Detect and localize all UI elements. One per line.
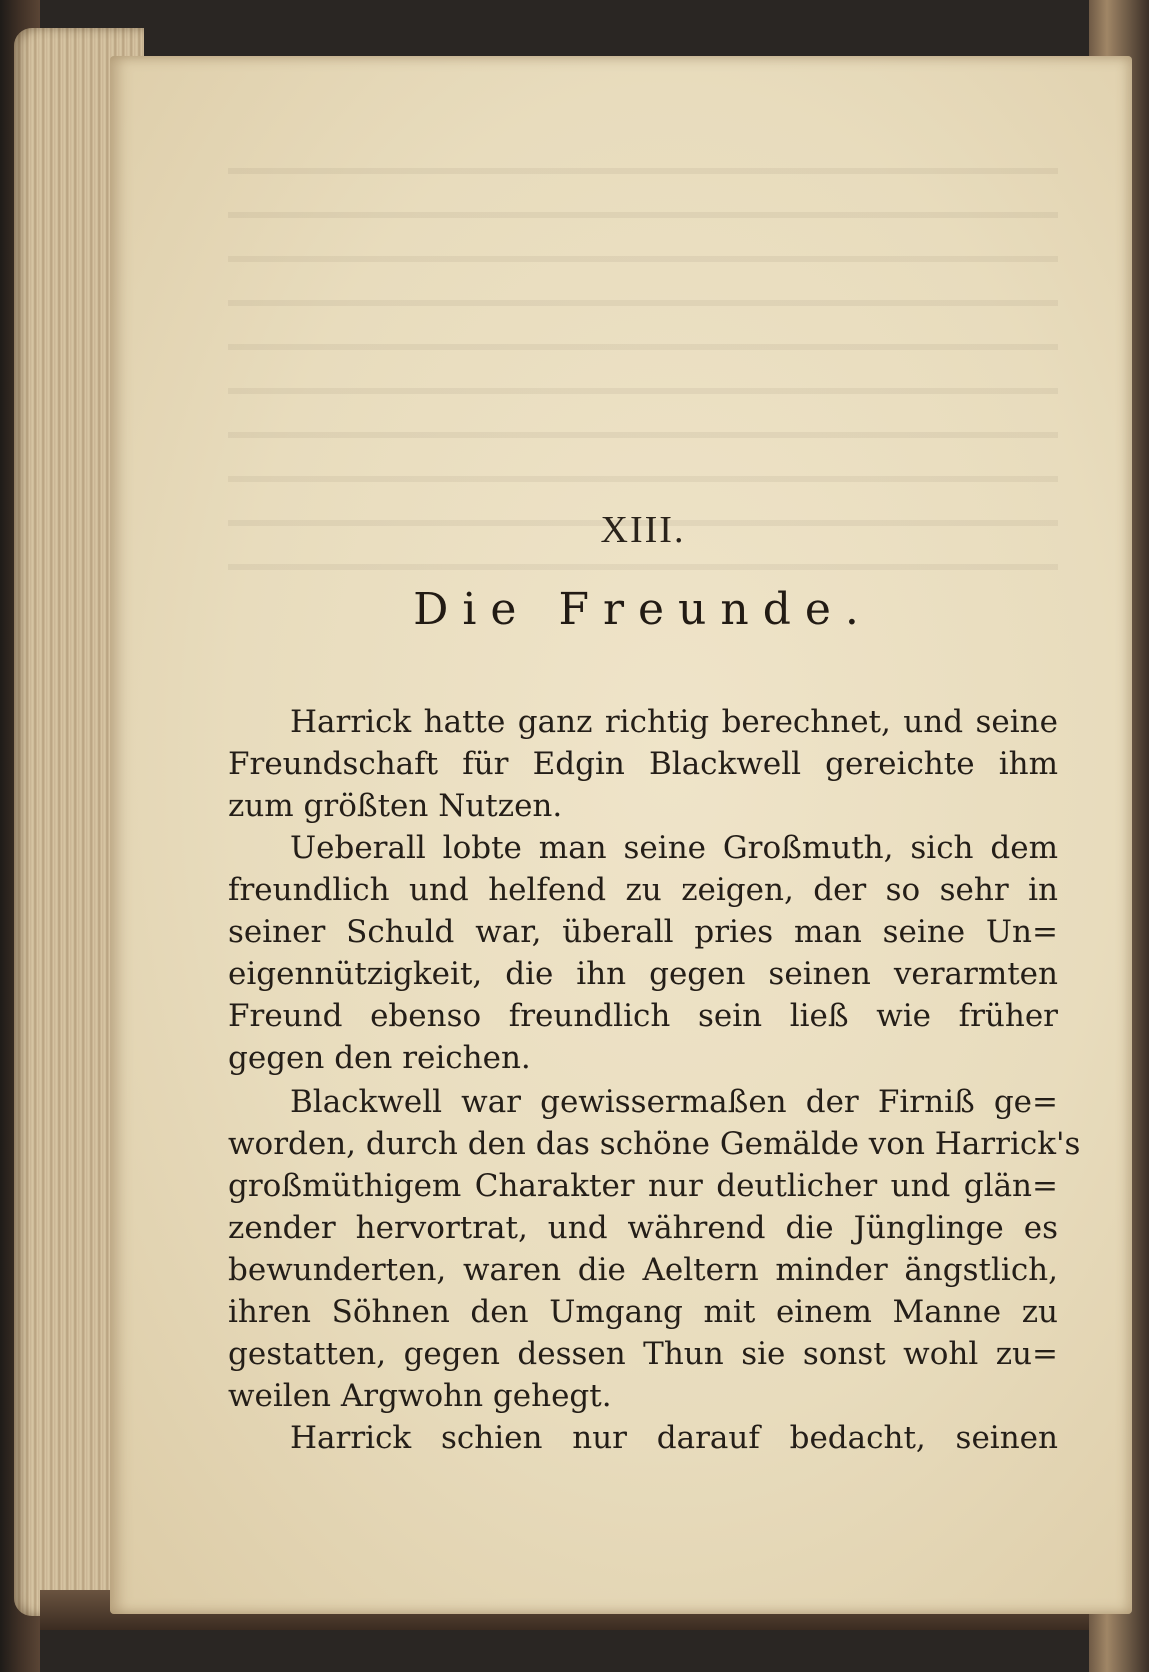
text-line: zum größten Nutzen. xyxy=(228,788,563,824)
text-line: gestatten, gegen dessen Thun sie sonst wohl zu= xyxy=(228,1336,1058,1372)
text-line: seiner Schuld war, überall pries man seine Un= xyxy=(228,914,1058,950)
text-line: bewunderten, waren die Aeltern minder ängstlich, xyxy=(228,1252,1058,1288)
chapter-number: XIII. xyxy=(600,509,686,551)
text-line: Harrick hatte ganz richtig berechnet, und seine xyxy=(290,704,1058,740)
text-line: großmüthigem Charakter nur deutlicher und glän= xyxy=(228,1168,1058,1204)
text-line: eigennützigkeit, die ihn gegen seinen verarmten xyxy=(228,956,1058,992)
text-line: Blackwell war gewissermaßen der Firniß ge= xyxy=(290,1084,1058,1120)
text-line: gegen den reichen. xyxy=(228,1040,531,1076)
text-line: Freund ebenso freundlich sein ließ wie früher xyxy=(228,998,1058,1034)
text-line: Freundschaft für Edgin Blackwell gereichte ihm xyxy=(228,746,1058,782)
text-line: Ueberall lobte man seine Großmuth, sich dem xyxy=(290,830,1058,866)
text-line: zender hervortrat, und während die Jünglinge es xyxy=(228,1210,1058,1246)
text-line: freundlich und helfend zu zeigen, der so sehr in xyxy=(228,872,1058,908)
chapter-title: Die Freunde. xyxy=(413,584,873,635)
text-line: Harrick schien nur darauf bedacht, seinen xyxy=(290,1420,1058,1456)
text-line: weilen Argwohn gehegt. xyxy=(228,1378,612,1414)
text-line: ihren Söhnen den Umgang mit einem Manne zu xyxy=(228,1294,1058,1330)
text-line: worden, durch den das schöne Gemälde von Harrick's xyxy=(228,1126,1081,1162)
